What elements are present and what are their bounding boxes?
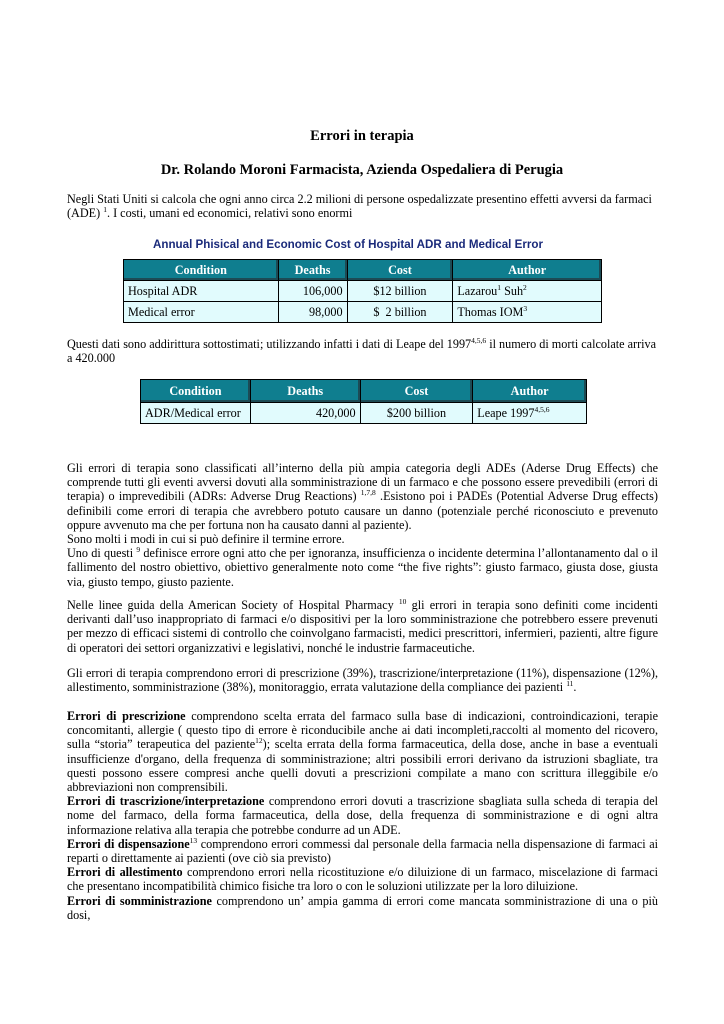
cell-cost: $12 billion: [347, 281, 453, 302]
cell-cost: $ 2 billion: [347, 302, 453, 323]
cell-condition: ADR/Medical error: [141, 403, 251, 424]
table-header-row: [124, 260, 602, 281]
cell-author: Thomas IOM$^3$: [453, 302, 602, 323]
column-header-deaths: Deaths: [278, 260, 347, 281]
intro-paragraph: Negli Stati Uniti si calcola che ogni anno circa 2.2 milioni di persone ospedalizzate presentino effetti avversi da farmaci (ADE) $^1$. I costi, umani ed economici, relativi sono enormi: [67, 192, 652, 221]
column-header-author: Author: [473, 380, 587, 403]
table-row: [124, 281, 602, 302]
cell-deaths: 98,000: [278, 302, 347, 323]
table-row: [124, 302, 602, 323]
leape-paragraph: Questi dati sono addirittura sottostimati; utilizzando infatti i dati di Leape del 1997$^{4,5,6}$ il numero di morti calcolate arriva a 420.000: [67, 335, 657, 366]
ades-paragraph: Gli errori di terapia sono classificati all’interno della più ampia categoria degli ADEs (Aderse Drug Effects) che comprende tutti gli eventi avversi dovuti alla somministrazione di un farmaco e che possono essere prevedibili (errori di terapia) o imprevedibili (ADRs: Adverse Drug Reactions) $^{1,7,8}$ .Esistono poi i PADEs (Potential Adverse Drug effects) definibili come errori di terapia che avrebbero potuto causare un danno (potenziale perché riconosciuto e prevenuto oppure avvenuto ma che per fortuna non ha causato danni al paziente). Sono molti i modi in cui si può definire il termine errore. Uno di questi $^9$ definisce errore ogni atto che per ignoranza, insufficienza o incidente determina l’allontanamento dal o il fallimento del nostro obiettivo, obiettivo generalmente noto come “the five rights”: giusto farmaco, giusta dose, giusta via, giusto tempo, giusto paziente.: [67, 461, 658, 589]
cost-table: [123, 259, 602, 323]
footnote-ref: 12: [255, 736, 263, 746]
percent-paragraph: Gli errori di terapia comprendono errori di prescrizione (39%), trascrizione/interpretazione (11%), dispensazione (12%), allestimento, somministrazione (38%), monitoraggio, errata valutazione della compliance dei pazienti $^{11}$.: [67, 666, 658, 695]
footnote-ref: 13: [189, 835, 198, 845]
footnote-ref: 1: [103, 205, 107, 215]
table-row: [141, 403, 587, 424]
term-trascrizione: Errori di trascrizione/interpretazione: [67, 794, 265, 809]
footnote-ref: 11: [566, 679, 574, 689]
cell-author: Leape 1997$^{4,5,6}$: [473, 403, 587, 424]
document-subtitle: Dr. Rolando Moroni Farmacista, Azienda Ospedaliera di Perugia: [160, 162, 564, 178]
column-header-condition: Condition: [141, 380, 251, 403]
table-header-row: [141, 380, 587, 403]
footnote-ref: 9: [136, 545, 141, 555]
cell-condition: Medical error: [124, 302, 279, 323]
cell-cost: $200 billion: [360, 403, 473, 424]
ashp-paragraph: Nelle linee guida della American Society of Hospital Pharmacy $^{10}$ gli errori in terapia sono definiti come incidenti derivanti dall’uso inappropriato di farmaci e/o dispositivi per la loro somministrazione che potrebbero essere prevenuti per mezzo di efficaci sistemi di controllo che coinvolgano farmacisti, medici prescrittori, infermieri, pazienti, altre figure di operatori dei settori organizzativi e legislativi, nonché le industrie farmaceutiche.: [67, 596, 658, 655]
cell-condition: Hospital ADR: [124, 281, 279, 302]
definition-line: Sono molti i modi in cui si può definire il termine errore.: [67, 532, 345, 547]
column-header-cost: Cost: [360, 380, 473, 403]
error-types-section: Errori di prescrizione comprendono scelta errata del farmaco sulla base di indicazioni, controindicazioni, terapie concomitanti, allergie ( questo tipo di errore è riconducibile anche ai dati incompleti,raccolti al momento del ricovero, sulla “storia” terapeutica del paziente$^{12}$); scelta errata della forma farmaceutica, della dose, anche in base a eventuali insufficienze d'organo, della frequenza di somministrazione; altri possibili errori derivano da istruzioni sbagliate, tra questi possono essere compresi anche quelli dovuti a prescrizioni compilate a mano con scrittura illeggibile e/o abbreviazioni non comprensibili. Errori di trascrizione/interpretazione comprendono errori dovuti a trascrizione sbagliata sulla scheda di terapia del nome del farmaco, della forma farmaceutica, della dose, della frequenza di somministrazione e di ogni altra informazione relativa alla terapia che potrebbe condurre ad un ADE. Errori di dispensazione$^{13}$ comprendono errori commessi dal personale della farmacia nella dispensazione di farmaci ai reparti o direttamente ai pazienti (ove ciò sia previsto) Errori di allestimento comprendono errori nella ricostituzione e/o diluizione di un farmaco, miscelazione di farmaci che presentano incompatibilità chimico fisiche tra loro o con le soluzioni utilizzate per la loro diluizione. Errori di somministrazione comprendono un’ ampia gamma di errori come mancata somministrazione di una o più dosi,: [67, 709, 658, 922]
document-title: Errori in terapia: [310, 128, 414, 144]
column-header-condition: Condition: [124, 260, 279, 281]
cell-author: Lazarou$^1$ Suh$^2$: [453, 281, 602, 302]
cell-deaths: 106,000: [278, 281, 347, 302]
term-dispensazione: Errori di dispensazione: [67, 836, 190, 851]
leape-table: [140, 379, 587, 424]
footnote-ref: 4,5,6: [471, 335, 487, 345]
cell-deaths: 420,000: [250, 403, 360, 424]
footnote-ref: 1,7,8: [360, 488, 376, 498]
column-header-author: Author: [453, 260, 602, 281]
table1-caption: Annual Phisical and Economic Cost of Hospital ADR and Medical Error: [153, 238, 543, 251]
footnote-ref: 10: [398, 596, 407, 606]
term-somministrazione: Errori di somministrazione: [67, 893, 212, 908]
column-header-deaths: Deaths: [250, 380, 360, 403]
column-header-cost: Cost: [347, 260, 453, 281]
term-allestimento: Errori di allestimento: [67, 865, 183, 880]
term-prescrizione: Errori di prescrizione: [67, 709, 186, 723]
